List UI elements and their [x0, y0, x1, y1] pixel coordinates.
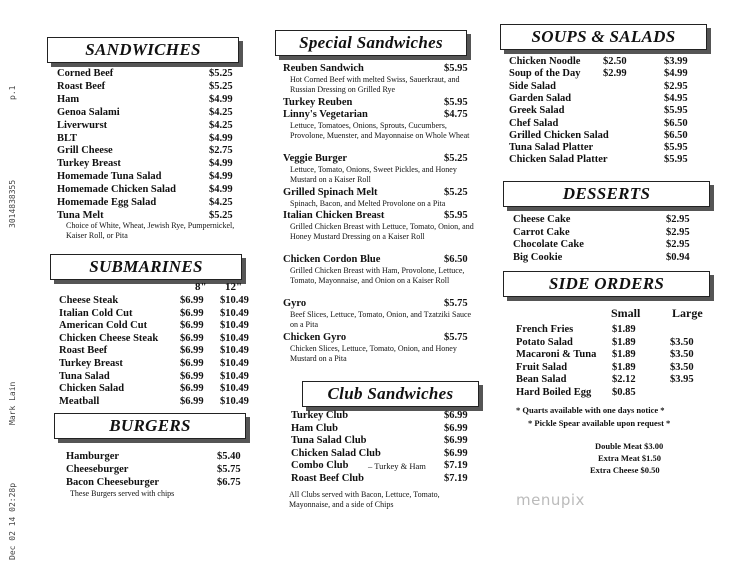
menu-item-name: Turkey Club [291, 410, 349, 421]
menu-item-price: $4.25 [209, 197, 233, 208]
price-8in: $6.99 [180, 295, 204, 306]
sides-small-header: Small [611, 306, 641, 320]
menu-item-name: Tuna Melt [57, 209, 104, 221]
menu-item-price: $5.25 [444, 153, 468, 164]
menu-item-name: Potato Salad [516, 336, 573, 348]
menu-item-price: $5.25 [444, 187, 468, 198]
menu-item-name: Chicken Salad [59, 383, 125, 395]
fax-page-label: p.1 [8, 85, 17, 100]
price-12in: $10.49 [220, 307, 249, 319]
menu-item-price: $2.95 [666, 214, 690, 225]
fax-number: 3014838355 [8, 179, 17, 228]
extra-double-meat: Double Meat $3.00 [595, 441, 664, 451]
menu-item-name: Corned Beef [57, 68, 114, 79]
menu-item-name: Italian Cold Cut [59, 307, 133, 319]
menu-item-name: Carrot Cake [513, 226, 570, 238]
menu-item-name: Tuna Salad [59, 370, 110, 382]
menu-item-price: $5.95 [444, 97, 468, 108]
menu-item-price: $6.99 [444, 410, 468, 421]
menu-item-price: $4.99 [209, 93, 233, 105]
price-large: $3.95 [670, 374, 694, 386]
menu-item-price: $7.19 [444, 460, 468, 471]
menu-item-price: $5.95 [444, 63, 468, 74]
menu-item-name: Meatball [59, 395, 100, 407]
menu-item-name: Soup of the Day [509, 68, 581, 80]
menu-item-name: Cheese Cake [513, 214, 571, 225]
menu-item-price: $6.75 [217, 477, 241, 488]
menu-item-name: Tuna Salad Club [291, 435, 367, 446]
price-8in: $6.99 [180, 370, 204, 382]
price-12in: $10.49 [220, 345, 249, 357]
menupix-watermark: menupix [516, 491, 585, 509]
menu-item-name: Chicken Noodle [509, 56, 581, 67]
menu-item-name: Genoa Salami [57, 106, 120, 118]
price-large: $6.50 [664, 117, 688, 129]
menu-item-price: $4.99 [209, 158, 233, 170]
price-8in: $6.99 [180, 383, 204, 395]
menu-item-price: $4.99 [209, 184, 233, 196]
menu-item-name: Chicken Gyro [283, 332, 347, 343]
price-small: $1.89 [612, 324, 636, 335]
menu-item-description: Hot Corned Beef with melted Swiss, Sauerkraut, and Russian Dressing on Grilled Rye [290, 75, 460, 94]
menu-item-description: Grilled Chicken Breast with Ham, Provolone, Lettuce, Tomato, Mayonnaise, and Onion on a Kaiser Roll [290, 266, 465, 285]
menu-item-name: Linny's Vegetarian [283, 109, 368, 120]
menu-item-name: Grill Cheese [57, 145, 113, 157]
menu-item-description: Lettuce, Tomato, Onions, Sweet Pickles, and Honey Mustard on a Kaiser Roll [290, 165, 457, 184]
extra-cheese: Extra Cheese $0.50 [590, 465, 660, 475]
price-8in: $6.99 [180, 358, 204, 369]
sandwiches-note: Choice of White, Wheat, Jewish Rye, Pumpernickel, Kaiser Roll, or Pita [66, 221, 235, 240]
price-8in: $6.99 [180, 320, 204, 332]
menu-item-name: Roast Beef Club [291, 472, 364, 484]
club-sandwiches-header: Club Sandwiches [302, 381, 479, 407]
menu-item-name: Turkey Breast [57, 158, 121, 170]
menu-item-name: Garden Salad [509, 92, 572, 104]
menu-item-name: Ham [57, 93, 80, 105]
menu-item-name: Macaroni & Tuna [516, 349, 597, 361]
pickle-note: * Pickle Spear available upon request * [528, 418, 671, 428]
menu-item-price: $5.75 [217, 464, 241, 475]
menu-item-price: $6.99 [444, 447, 468, 459]
price-small: $2.12 [612, 374, 636, 386]
menu-item-price: $6.99 [444, 435, 468, 446]
club-note: All Clubs served with Bacon, Lettuce, Tomato, Mayonnaise, and a side of Chips [289, 490, 440, 509]
price-large: $5.95 [664, 105, 688, 117]
price-12in: $10.49 [220, 370, 249, 382]
menu-item-name: Hard Boiled Egg [516, 387, 592, 398]
menu-item-name: Greek Salad [509, 105, 565, 117]
extra-meat: Extra Meat $1.50 [598, 453, 662, 463]
price-large: $2.95 [664, 80, 688, 92]
menu-item-description: Grilled Chicken Breast with Lettuce, Tomato, Onion, and Honey Mustard Dressing on a Kaiser Roll [290, 222, 474, 241]
special-sandwiches-header: Special Sandwiches [275, 30, 467, 56]
soups-salads-header: SOUPS & SALADS [500, 24, 707, 50]
menu-item-name: American Cold Cut [59, 320, 148, 332]
menu-item-name: Bacon Cheeseburger [66, 477, 160, 488]
price-8in: $6.99 [180, 307, 204, 319]
price-8in: $6.99 [180, 345, 204, 357]
menu-item-name: Cheese Steak [59, 295, 119, 306]
fax-date: Dec 02 14 02:28p [8, 482, 17, 560]
menu-item-price: $2.75 [209, 145, 233, 157]
menu-item-name: Tuna Salad Platter [509, 142, 594, 154]
price-large: $5.95 [664, 154, 688, 166]
menu-item-name: Chicken Salad Platter [509, 154, 608, 166]
menu-item-price: $2.95 [666, 239, 690, 251]
menu-item-name: Cheeseburger [66, 464, 129, 475]
menu-item-price: $4.25 [209, 119, 233, 131]
menu-item-price: $4.75 [444, 109, 468, 120]
menu-item-name: Italian Chicken Breast [283, 210, 385, 221]
price-large: $3.50 [670, 349, 694, 361]
menu-item-name: Veggie Burger [283, 153, 348, 164]
menu-item-name: Big Cookie [513, 251, 563, 263]
menu-item-price: $5.25 [209, 209, 233, 221]
menu-item-name: Roast Beef [59, 345, 108, 357]
price-12in: $10.49 [220, 383, 249, 395]
price-12in: $10.49 [220, 332, 249, 344]
menu-item-name: Chicken Cheese Steak [59, 332, 159, 344]
menu-item-name: Ham Club [291, 422, 338, 434]
menu-item-description: Spinach, Bacon, and Melted Provolone on a Pita [290, 199, 446, 208]
menu-item-extra: – Turkey & Ham [368, 461, 426, 471]
menu-item-price: $6.99 [444, 422, 468, 434]
menu-item-description: Chicken Slices, Lettuce, Tomato, Onion, and Honey Mustard on a Pita [290, 344, 457, 363]
menu-item-name: Chef Salad [509, 117, 559, 129]
menu-item-name: Turkey Reuben [283, 97, 353, 108]
menu-item-name: Chicken Cordon Blue [283, 254, 381, 265]
sides-large-header: Large [672, 306, 703, 320]
price-12in: $10.49 [220, 295, 249, 306]
price-12in: $10.49 [220, 358, 249, 369]
menu-item-price: $7.19 [444, 472, 468, 484]
price-large: $3.99 [664, 56, 688, 67]
price-small: $2.99 [603, 68, 627, 80]
submarines-header: SUBMARINES [50, 254, 242, 280]
price-8in: $6.99 [180, 395, 204, 407]
menu-item-name: Turkey Breast [59, 358, 123, 369]
price-small: $1.89 [612, 349, 636, 361]
menu-item-name: BLT [57, 132, 78, 144]
menu-item-price: $5.95 [444, 210, 468, 221]
menu-item-name: Grilled Chicken Salad [509, 129, 609, 141]
menu-item-name: Reuben Sandwich [283, 63, 364, 74]
price-large: $6.50 [664, 129, 688, 141]
menu-item-name: Hamburger [66, 451, 120, 462]
sub-size-12: 12" [225, 281, 243, 293]
menu-item-price: $6.50 [444, 254, 468, 265]
menu-item-description: Lettuce, Tomatoes, Onions, Sprouts, Cucumbers, Provolone, Muenster, and Mayonnaise on Whole Wheat [290, 121, 470, 140]
menu-item-name: Homemade Chicken Salad [57, 184, 177, 196]
price-large: $3.50 [670, 336, 694, 348]
menu-item-price: $5.75 [444, 332, 468, 343]
menu-item-price: $0.94 [666, 251, 690, 263]
price-small: $2.50 [603, 56, 627, 67]
price-small: $1.89 [612, 336, 636, 348]
price-8in: $6.99 [180, 332, 204, 344]
menu-item-price: $2.95 [666, 226, 690, 238]
menu-item-price: $4.99 [209, 132, 233, 144]
fax-sender: Mark Lain [8, 381, 17, 425]
menu-item-name: Combo Club [291, 460, 349, 471]
sub-size-8: 8" [195, 281, 207, 293]
menu-item-name: Chicken Salad Club [291, 447, 381, 459]
menu-item-price: $4.25 [209, 106, 233, 118]
menu-item-price: $5.75 [444, 298, 468, 309]
menu-item-name: Side Salad [509, 80, 556, 92]
burgers-header: BURGERS [54, 413, 246, 439]
menu-item-name: Fruit Salad [516, 361, 568, 373]
desserts-header: DESSERTS [503, 181, 710, 207]
menu-item-description: Beef Slices, Lettuce, Tomato, Onion, and Tzatziki Sauce on a Pita [290, 310, 472, 329]
menu-item-name: Bean Salad [516, 374, 567, 386]
menu-item-name: Homemade Egg Salad [57, 197, 157, 208]
menu-item-price: $4.99 [209, 171, 233, 183]
price-large: $4.95 [664, 92, 688, 104]
menu-item-name: Chocolate Cake [513, 239, 584, 251]
quarts-note: * Quarts available with one days notice * [516, 405, 665, 415]
menu-item-name: Liverwurst [57, 119, 108, 131]
sandwiches-header: SANDWICHES [47, 37, 239, 63]
price-large: $5.95 [664, 142, 688, 154]
menu-item-price: $5.25 [209, 80, 233, 92]
price-small: $0.85 [612, 387, 636, 398]
burgers-note: These Burgers served with chips [70, 489, 175, 498]
side-orders-header: SIDE ORDERS [503, 271, 710, 297]
menu-item-name: Grilled Spinach Melt [283, 187, 378, 198]
menu-item-price: $5.25 [209, 68, 233, 79]
price-12in: $10.49 [220, 320, 249, 332]
price-small: $1.89 [612, 361, 636, 373]
menu-item-name: Roast Beef [57, 80, 106, 92]
price-12in: $10.49 [220, 395, 249, 407]
menu-item-price: $5.40 [217, 451, 241, 462]
menu-item-name: Gyro [283, 298, 307, 309]
menu-item-name: French Fries [516, 324, 574, 335]
price-large: $3.50 [670, 361, 694, 373]
menu-item-name: Homemade Tuna Salad [57, 171, 162, 183]
price-large: $4.99 [664, 68, 688, 80]
